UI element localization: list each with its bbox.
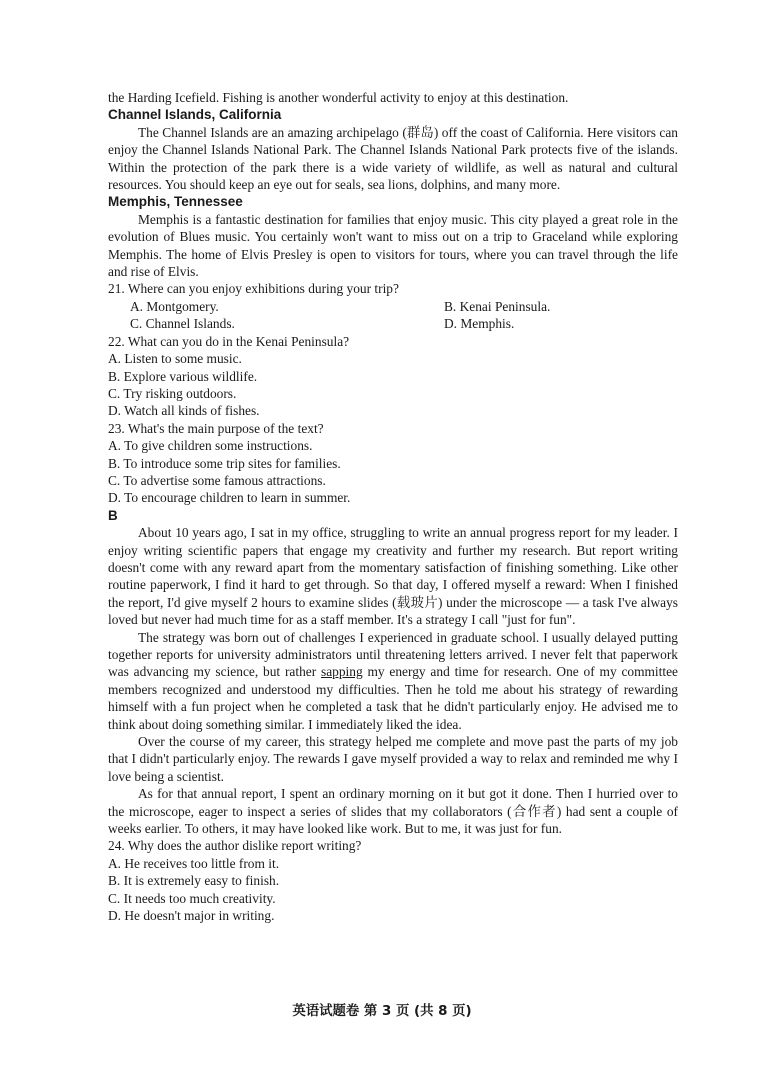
section-body-memphis: Memphis is a fantastic destination for families that enjoy music. This city played a great role in the evolution of Blues music. You certainly won't want to miss out on a trip to Graceland while exploring Memphis. The home of Elvis Presley is open to visitors for tours, where you can travel through the life and rise of Elvis. xyxy=(108,211,678,280)
option-c: C. To advertise some famous attractions. xyxy=(108,472,326,488)
option-a: A. Montgomery. xyxy=(130,298,219,314)
option-d: D. Memphis. xyxy=(444,316,515,332)
option-b: B. It is extremely easy to finish. xyxy=(108,873,280,889)
option-d: D. He doesn't major in writing. xyxy=(108,908,275,924)
option-b: B. To introduce some trip sites for families. xyxy=(108,455,341,471)
passage-b-paragraph-4: As for that annual report, I spent an ordinary morning on it but got it done. Then I hurried over to the microscope, eager to inspect a series of slides that my collaborators (合作者) had sent a couple of weeks earlier. To others, it may have looked like work. But to me, it was just for fun. xyxy=(108,786,678,837)
page-footer: 英语试题卷 第 3 页 (共 8 页) xyxy=(292,1004,472,1019)
question-21 xyxy=(108,280,678,332)
question-stem: 24. Why does the author dislike report writing? xyxy=(108,838,362,854)
paragraph-text: my energy and time for research. One of my committee members recognized and understood my difficulties. Then he told me about his strategy of rewarding himself with a fun project when he completed a task that he didn't particularly enjoy. He advised me to think about doing something similar. I immediately liked the idea. xyxy=(108,664,678,732)
question-23 xyxy=(108,420,678,507)
question-stem: 23. What's the main purpose of the text? xyxy=(108,420,324,436)
section-heading-memphis: Memphis, Tennessee xyxy=(108,194,243,210)
option-row xyxy=(130,298,678,315)
question-24 xyxy=(108,837,678,924)
option-c: C. Channel Islands. xyxy=(130,316,235,332)
question-stem: 21. Where can you enjoy exhibitions during your trip? xyxy=(108,281,399,297)
option-b: B. Kenai Peninsula. xyxy=(444,298,551,314)
option-a: A. To give children some instructions. xyxy=(108,438,313,454)
passage-b-paragraph-1: About 10 years ago, I sat in my office, struggling to write an annual progress report for my leader. I enjoy writing scientific papers that engage my creativity and further my research. But report writing doesn't come with any reward apart from the momentary satisfaction of finishing something. Like other routine paperwork, I find it hard to get through. So that day, I offered myself a reward: When I finished the report, I'd give myself 2 hours to examine slides (载玻片) under the microscope — a task I've always loved but never had much time for as a staff member. It's a strategy I call "just for fun". xyxy=(108,525,678,628)
section-b-label: B xyxy=(108,507,118,523)
option-d: D. To encourage children to learn in summer. xyxy=(108,490,351,506)
section-body-channel-islands: The Channel Islands are an amazing archipelago (群岛) off the coast of California. Here visitors can enjoy the Channel Islands National Park. The Channel Islands National Park protects five of the islands. Within the protection of the park there is a wide variety of wildlife, as well as natural and cultural resources. You should keep an eye out for seals, sea lions, dolphins, and many more. xyxy=(108,124,678,193)
paragraph-text: The strategy was born out of challenges I experienced in graduate school. I usually delayed putting together reports for university administrators until threatening letters arrived. I never felt that paperwork was advancing my science, but rather xyxy=(108,629,678,680)
option-c: C. It needs too much creativity. xyxy=(108,890,276,906)
option-row xyxy=(130,315,678,332)
option-b: B. Explore various wildlife. xyxy=(108,368,258,384)
section-heading-channel-islands: Channel Islands, California xyxy=(108,107,282,123)
option-a: A. Listen to some music. xyxy=(108,351,242,367)
option-c: C. Try risking outdoors. xyxy=(108,385,237,401)
option-d: D. Watch all kinds of fishes. xyxy=(108,403,260,419)
passage-b-paragraph-2 xyxy=(108,629,678,733)
question-stem: 22. What can you do in the Kenai Peninsula? xyxy=(108,333,350,349)
passage-b-paragraph-3: Over the course of my career, this strategy helped me complete and move past the parts of my job that I didn't particularly enjoy. The rewards I gave myself provided a way to relax and reminded me why I love being a scientist. xyxy=(108,734,678,784)
exam-page xyxy=(108,89,678,925)
underlined-word: sapping xyxy=(321,664,363,680)
passage-a-tail: the Harding Icefield. Fishing is another wonderful activity to enjoy at this destination. xyxy=(108,90,569,105)
option-a: A. He receives too little from it. xyxy=(108,855,280,871)
question-22 xyxy=(108,333,678,420)
